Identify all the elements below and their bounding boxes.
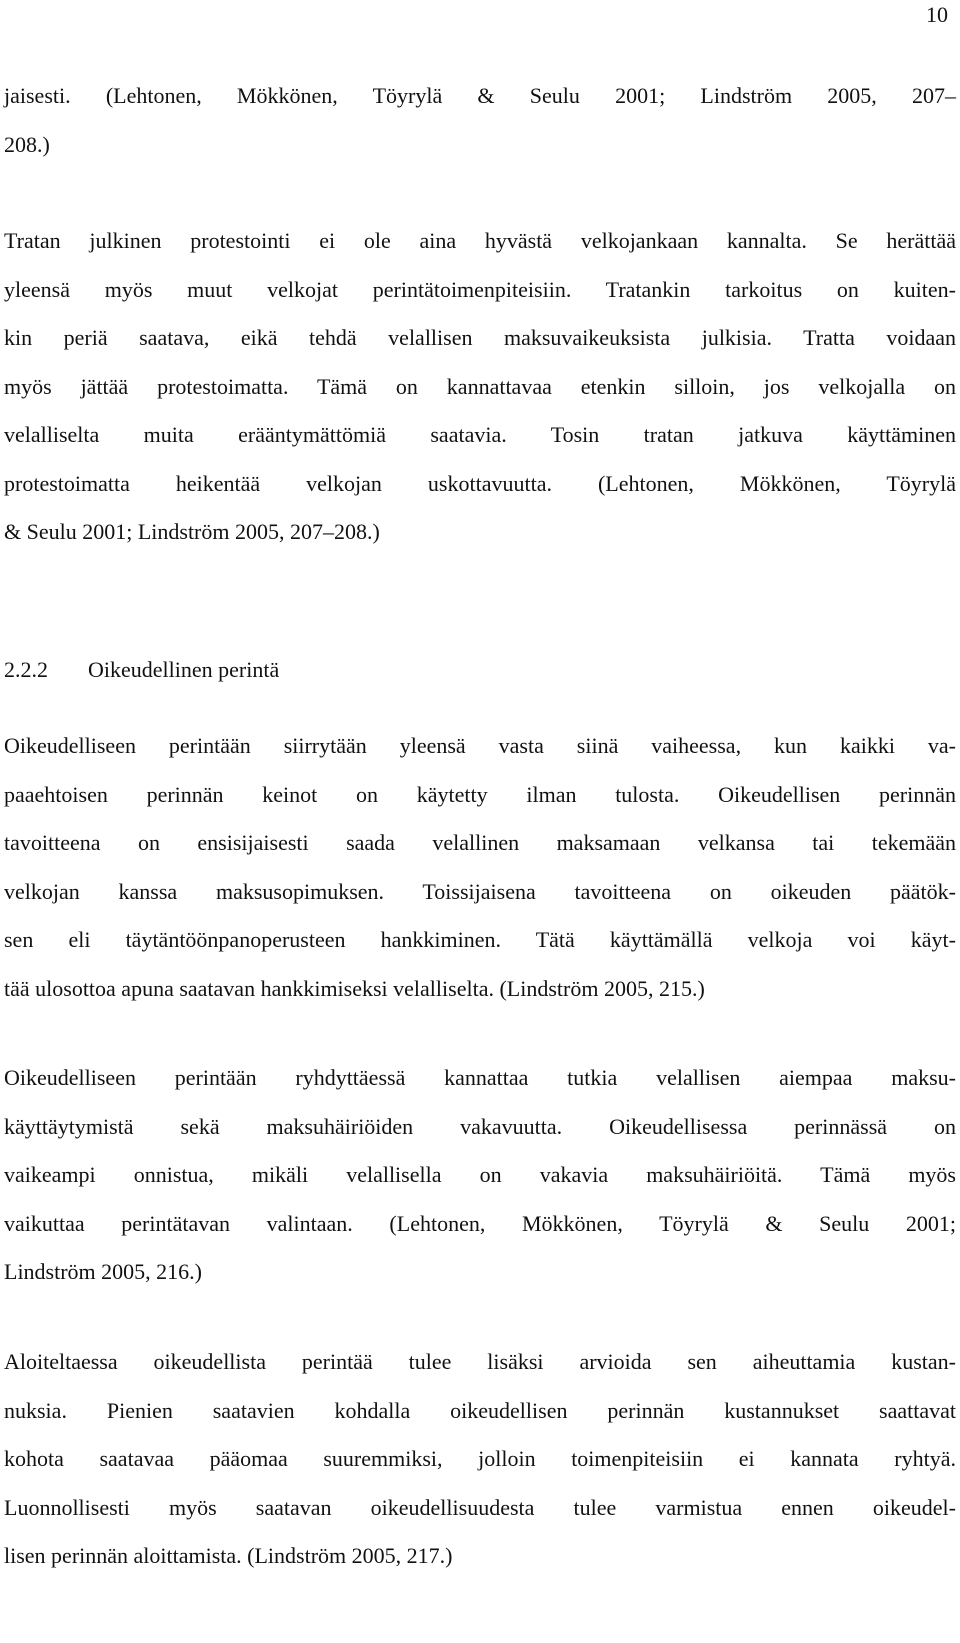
text-line: vaikuttaa perintätavan valintaan. (Lehtonen, Mökkönen, Töyrylä & Seulu 2001; xyxy=(4,1210,956,1236)
text-line: & Seulu 2001; Lindström 2005, 207–208.) xyxy=(4,519,380,544)
section-heading xyxy=(4,646,956,694)
text-line: käyttäytymistä sekä maksuhäiriöiden vakavuutta. Oikeudellisessa perinnässä on xyxy=(4,1113,956,1139)
text-line: yleensä myös muut velkojat perintätoimenpiteisiin. Tratankin tarkoitus on kuiten- xyxy=(4,276,956,302)
paragraph-3 xyxy=(4,722,956,1013)
text-line: Luonnollisesti myös saatavan oikeudellisuudesta tulee varmistua ennen oikeudel- xyxy=(4,1494,956,1520)
text-line: velalliselta muita erääntymättömiä saatavia. Tosin tratan jatkuva käyttäminen xyxy=(4,422,956,447)
text-line: paaehtoisen perinnän keinot on käytetty ilman tulosta. Oikeudellisen perinnän xyxy=(4,781,956,807)
text-line: kin periä saatava, eikä tehdä velallisen maksuvaikeuksista julkisia. Tratta voidaan xyxy=(4,325,956,350)
paragraph-1 xyxy=(4,72,956,169)
text-line: vaikeampi onnistua, mikäli velallisella on vakavia maksuhäiriöitä. Tämä myös xyxy=(4,1162,956,1187)
text-line: protestoimatta heikentää velkojan uskottavuutta. (Lehtonen, Mökkönen, Töyrylä xyxy=(4,470,956,496)
paragraph-5 xyxy=(4,1338,956,1581)
page-number: 10 xyxy=(926,2,948,27)
text-line: nuksia. Pienien saatavien kohdalla oikeudellisen perinnän kustannukset saattavat xyxy=(4,1397,956,1423)
text-line: velkojan kanssa maksusopimuksen. Toissijaisena tavoitteena on oikeuden päätök- xyxy=(4,878,956,904)
text-line: tavoitteena on ensisijaisesti saada velallinen maksamaan velkansa tai tekemään xyxy=(4,830,956,855)
paragraph-4 xyxy=(4,1054,956,1297)
text-line: sen eli täytäntöönpanoperusteen hankkiminen. Tätä käyttämällä velkoja voi käyt- xyxy=(4,927,956,952)
section-number: 2.2.2 xyxy=(4,657,48,682)
text-line: myös jättää protestoimatta. Tämä on kannattavaa etenkin silloin, jos velkojalla on xyxy=(4,373,956,399)
text-line: 208.) xyxy=(4,131,50,157)
text-line: jaisesti. (Lehtonen, Mökkönen, Töyrylä & Seulu 2001; Lindström 2005, 207– xyxy=(4,83,956,108)
text-line: Lindström 2005, 216.) xyxy=(4,1259,202,1284)
text-line: Tratan julkinen protestointi ei ole aina hyvästä velkojankaan kannalta. Se herättää xyxy=(4,228,956,253)
text-line: Oikeudelliseen perintään siirrytään yleensä vasta siinä vaiheessa, kun kaikki va- xyxy=(4,733,956,758)
text-line: Oikeudelliseen perintään ryhdyttäessä kannattaa tutkia velallisen aiempaa maksu- xyxy=(4,1065,956,1090)
section-title: Oikeudellinen perintä xyxy=(88,657,280,682)
text-line: tää ulosottoa apuna saatavan hankkimiseksi velalliselta. (Lindström 2005, 215.) xyxy=(4,975,705,1001)
text-line: lisen perinnän aloittamista. (Lindström 2005, 217.) xyxy=(4,1543,453,1568)
text-line: Aloiteltaessa oikeudellista perintää tulee lisäksi arvioida sen aiheuttamia kustan- xyxy=(4,1349,956,1374)
paragraph-2 xyxy=(4,217,956,557)
text-line: kohota saatavaa pääomaa suuremmiksi, jolloin toimenpiteisiin ei kannata ryhtyä. xyxy=(4,1446,956,1471)
